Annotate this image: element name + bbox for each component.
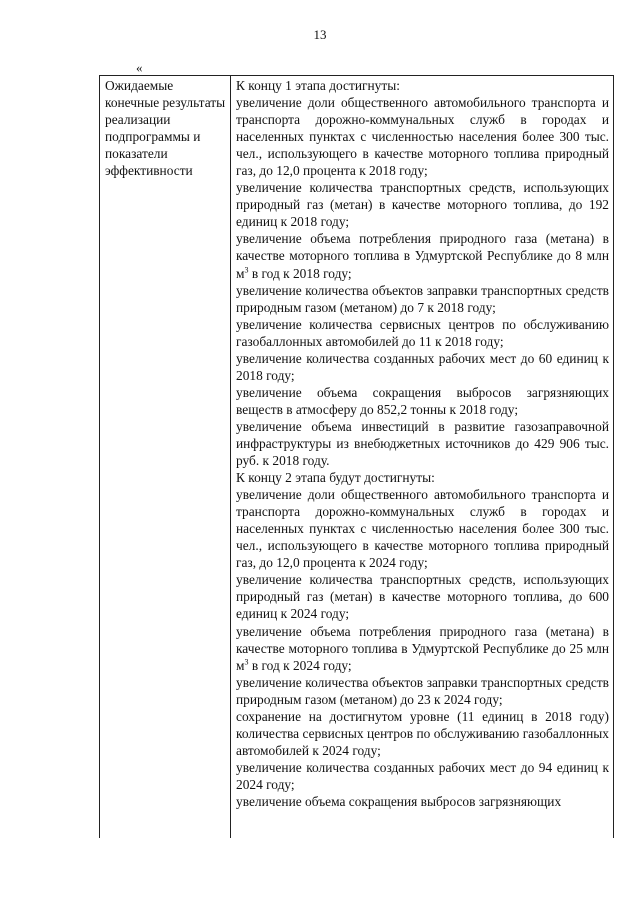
stage-1-item: увеличение количества транспортных средств, использующих природный газ (метан) в качестве моторного топлива, до 192 единиц к 2018 году;	[236, 180, 609, 230]
stage-2-item: увеличение количества объектов заправки транспортных средств природным газом (метаном) до 23 к 2024 году;	[236, 674, 609, 707]
stage-2-heading: К концу 2 этапа будут достигнуты:	[236, 470, 435, 486]
stage-2-item: увеличение количества транспортных средств, использующих природный газ (метан) в качестве моторного топлива, до 600 единиц к 2024 году;	[236, 572, 609, 622]
cubic-superscript: 3	[244, 265, 249, 275]
opening-quote-mark: «	[136, 60, 143, 75]
page-number: 13	[313, 27, 327, 42]
row-content	[231, 76, 614, 839]
stage-1-item: увеличение количества объектов заправки транспортных средств природным газом (метаном) до 7 к 2018 году;	[236, 282, 609, 315]
row-label: Ожидаемые конечные результаты реализации подпрограммы и показатели эффективности	[100, 76, 231, 839]
stage-1-item: увеличение объема сокращения выбросов загрязняющих веществ в атмосферу до 852,2 тонны к 2018 году;	[236, 384, 609, 417]
stage-2-item: увеличение объема потребления природного газа (метана) в качестве моторного топлива в Удмуртской Республике до 25 млн $м^3$ в год к 2024 году;	[236, 623, 609, 673]
stage-1-item: увеличение количества созданных рабочих мест до 60 единиц к 2018 году;	[236, 350, 609, 383]
stage-1-item: увеличение объема потребления природного газа (метана) в качестве моторного топлива в Удмуртской Республике до 8 млн $м^3$ в год к 2018 году;	[236, 231, 609, 281]
stage-1-item: увеличение доли общественного автомобильного транспорта и транспорта дорожно-коммунальных служб в городах и населенных пунктах с численностью населения более 300 тыс. чел., использующего в качестве моторного топлива природный газ, до 12,0 процента к 2018 году;	[236, 95, 609, 179]
stage-2-item: увеличение объема сокращения выбросов загрязняющих	[236, 793, 562, 809]
stage-1-item: увеличение количества сервисных центров по обслуживанию газобаллонных автомобилей до 11 к 2018 году;	[236, 316, 609, 349]
table-row	[100, 76, 614, 839]
stage-2-item: сохранение на достигнутом уровне (11 единиц в 2018 году) количества сервисных центров по обслуживанию газобаллонных автомобилей к 2024 году;	[236, 708, 609, 758]
stage-1-heading: К концу 1 этапа достигнуты:	[236, 78, 400, 93]
stage-2-item: увеличение количества созданных рабочих мест до 94 единиц к 2024 году;	[236, 759, 609, 792]
cubic-superscript: 3	[244, 657, 249, 667]
stage-2-item: увеличение доли общественного автомобильного транспорта и транспорта дорожно-коммунальных служб в городах и населенных пунктах с численностью населения более 300 тыс. чел., использующего в качестве моторного топлива природный газ, до 12,0 процента к 2024 году;	[236, 487, 609, 571]
stage-1-item: увеличение объема инвестиций в развитие газозаправочной инфраструктуры из внебюджетных источников до 429 906 тыс. руб. к 2018 году.	[236, 418, 609, 469]
results-table	[99, 75, 614, 838]
